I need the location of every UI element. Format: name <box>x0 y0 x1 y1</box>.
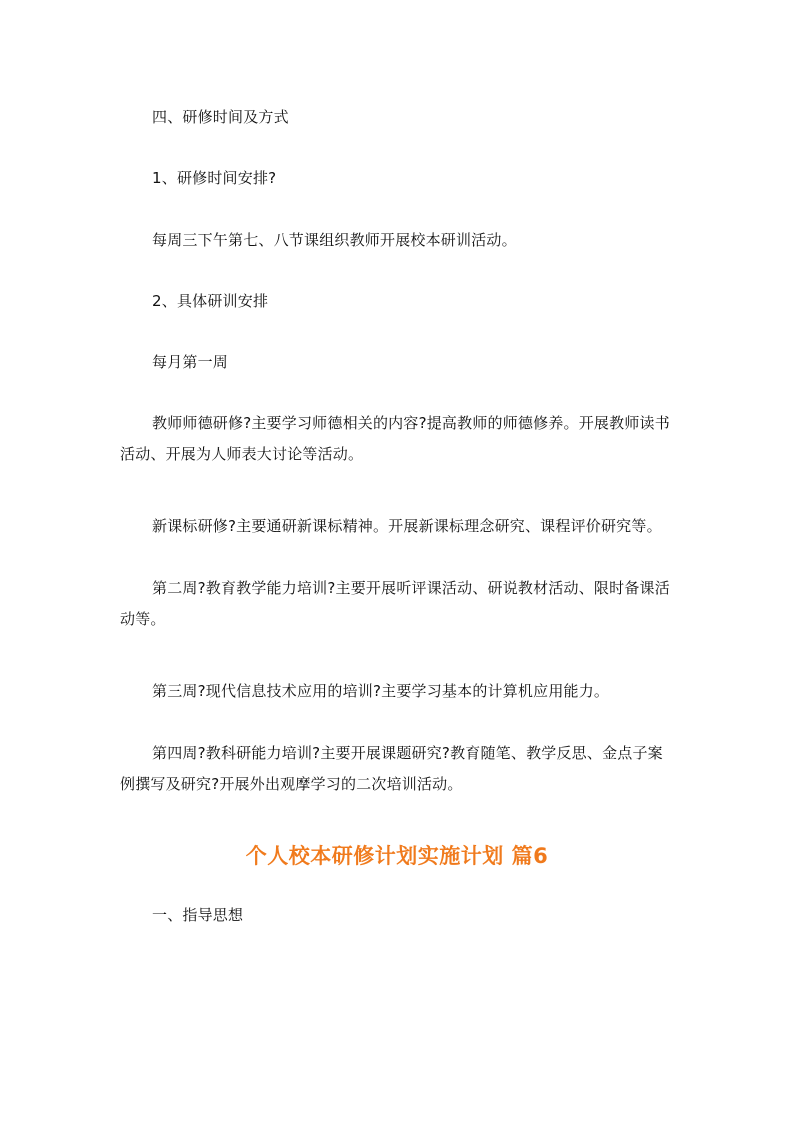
paragraph-first-week: 每月第一周 <box>152 353 229 371</box>
paragraph-ethics-training: 教师师德研修?主要学习师德相关的内容?提高教师的师德修养。开展教师读书活动、开展为人师表大讨论等活动。 <box>120 414 670 463</box>
paragraph-third-week: 第三周?现代信息技术应用的培训?主要学习基本的计算机应用能力。 <box>152 682 610 700</box>
paragraph-second-week: 第二周?教育教学能力培训?主要开展听评课活动、研说教材活动、限时备课活动等。 <box>120 579 670 628</box>
paragraph-curriculum-standard: 新课标研修?主要通研新课标精神。开展新课标理念研究、课程评价研究等。 <box>152 517 662 535</box>
section-heading: 个人校本研修计划实施计划 篇6 <box>245 844 549 868</box>
paragraph-fourth-week: 第四周?教科研能力培训?主要开展课题研究?教育随笔、教学反思、金点子案例撰写及研究?开展外出观摩学习的二次培训活动。 <box>120 744 663 793</box>
paragraph-guiding-ideology: 一、指导思想 <box>152 906 244 924</box>
paragraph-schedule-time: 1、研修时间安排? <box>152 169 277 187</box>
paragraph-specific-arrangement: 2、具体研训安排 <box>152 292 269 310</box>
paragraph-section-four-title: 四、研修时间及方式 <box>152 108 289 126</box>
paragraph-weekly-session: 每周三下午第七、八节课组织教师开展校本研训活动。 <box>152 231 517 249</box>
